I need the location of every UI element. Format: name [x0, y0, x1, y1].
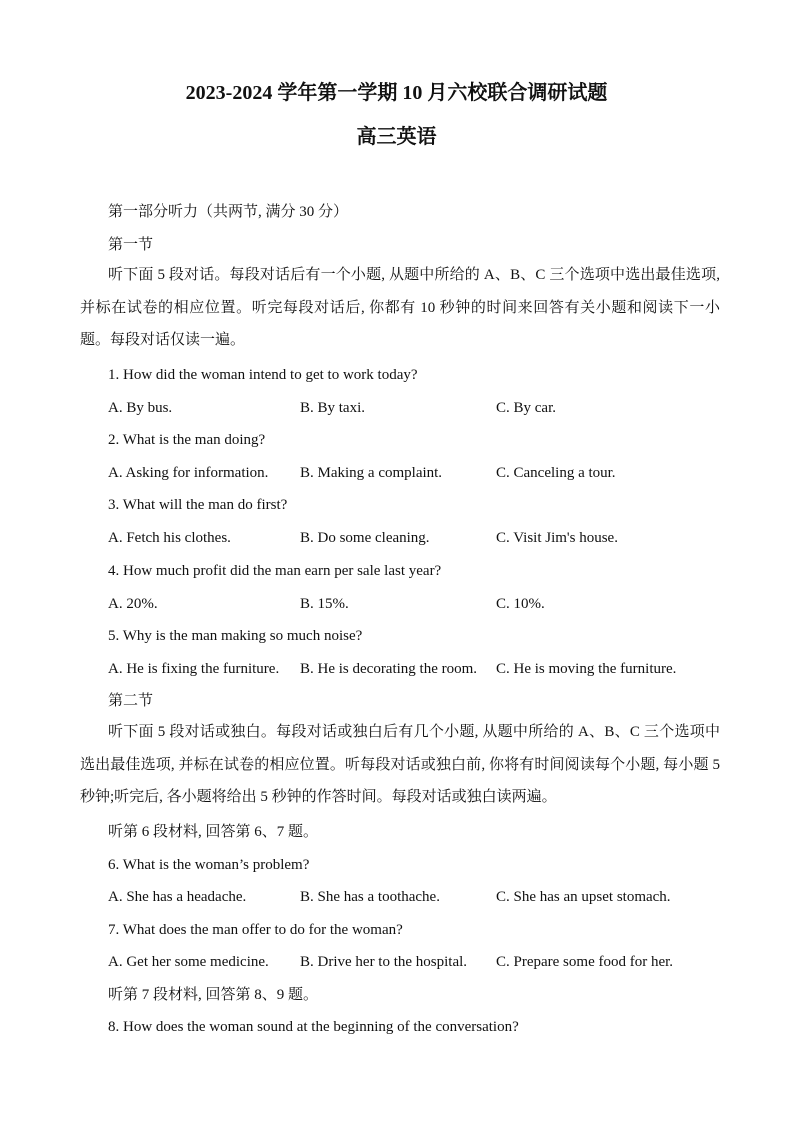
section1-heading: 第一节 [108, 237, 154, 253]
option-c: C. She has an upset stomach. [496, 889, 671, 905]
section2-instructions: 听下面 5 段对话或独白。每段对话或独白后有几个小题, 从题中所给的 A、B、C 三个选项中选出最佳选项, 并标在试卷的相应位置。听每段对话或独白前, 你将有时间阅读每个小题, 每小题 5 秒钟;听完后, 各小题将给出 5 秒钟的作答时间。每段对话或独白读两遍。 [80, 724, 720, 806]
option-c: C. 10%. [496, 596, 545, 612]
question-stem: 4. How much profit did the man earn per sale last year? [108, 563, 442, 579]
option-b: B. Making a complaint. [300, 465, 443, 481]
exam-title: 2023-2024 学年第一学期 10 月六校联合调研试题 [185, 82, 608, 104]
question-stem: 1. How did the woman intend to get to work today? [108, 367, 418, 383]
option-c: C. He is moving the furniture. [496, 661, 677, 677]
option-b: B. 15%. [300, 596, 349, 612]
option-b: B. By taxi. [300, 400, 366, 416]
option-b: B. Do some cleaning. [300, 530, 430, 546]
question-stem: 7. What does the man offer to do for the woman? [108, 922, 403, 938]
option-a: A. Fetch his clothes. [108, 530, 231, 546]
question-stem: 6. What is the woman’s problem? [108, 857, 310, 873]
option-a: A. Asking for information. [108, 465, 269, 481]
option-a: A. By bus. [108, 400, 173, 416]
question-stem: 2. What is the man doing? [108, 432, 266, 448]
material-7-note: 听第 7 段材料, 回答第 8、9 题。 [108, 987, 319, 1003]
option-a: A. Get her some medicine. [108, 954, 269, 970]
option-a: A. She has a headache. [108, 889, 247, 905]
option-c: C. Canceling a tour. [496, 465, 616, 481]
question-stem: 8. How does the woman sound at the beginning of the conversation? [108, 1019, 519, 1035]
option-c: C. By car. [496, 400, 556, 416]
exam-subtitle: 高三英语 [356, 126, 437, 148]
question-stem: 5. Why is the man making so much noise? [108, 628, 363, 644]
option-b: B. Drive her to the hospital. [300, 954, 468, 970]
option-a: A. He is fixing the furniture. [108, 661, 280, 677]
option-c: C. Prepare some food for her. [496, 954, 674, 970]
part1-heading: 第一部分听力（共两节, 满分 30 分） [108, 204, 349, 220]
section1-instructions: 听下面 5 段对话。每段对话后有一个小题, 从题中所给的 A、B、C 三个选项中选出最佳选项, 并标在试卷的相应位置。听完每段对话后, 你都有 10 秒钟的时间来回答有关小题和阅读下一小题。每段对话仅读一遍。 [80, 267, 720, 349]
option-b: B. He is decorating the room. [300, 661, 478, 677]
section2-heading: 第二节 [108, 693, 154, 709]
option-b: B. She has a toothache. [300, 889, 440, 905]
material-6-note: 听第 6 段材料, 回答第 6、7 题。 [108, 824, 319, 840]
option-c: C. Visit Jim's house. [496, 530, 618, 546]
question-stem: 3. What will the man do first? [108, 497, 288, 513]
option-a: A. 20%. [108, 596, 158, 612]
